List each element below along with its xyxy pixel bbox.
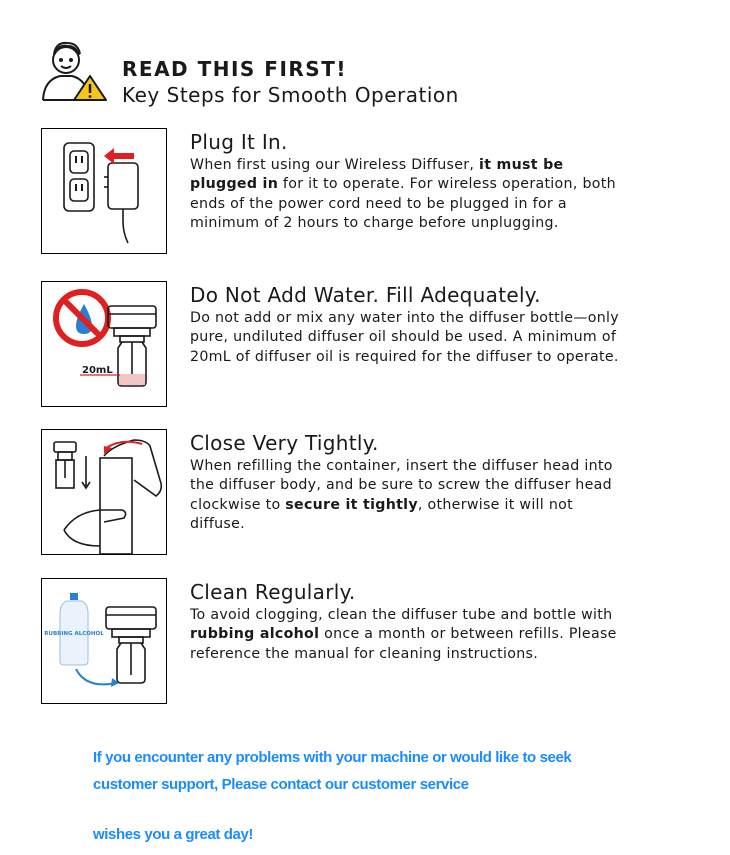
person-warning-icon [40,38,108,102]
step-text [190,283,630,367]
step-body-text: once a month or between refills. Please reference the manual for cleaning instructions. [190,626,617,662]
step-title: Do Not Add Water. Fill Adequately. [190,283,541,307]
step-text [190,580,630,664]
step-body-emphasis: it must be plugged in [190,157,564,193]
footer-greeting: wishes you a great day! [93,826,254,843]
wall-outlet-plug-icon [41,128,167,254]
step-body-text: Do not add or mix any water into the diffuser bottle—only pure, undiluted diffuser oil should be used. A minimum of 20mL of diffuser oil is required for the diffuser to operate. [190,310,619,365]
image-label: 20mL [82,365,113,376]
step-title: Clean Regularly. [190,580,356,604]
step-title: Plug It In. [190,130,288,154]
rubbing-alcohol-clean-icon [41,578,167,704]
step-body-emphasis: secure it tightly [285,496,418,513]
step-body-text: , otherwise it will not diffuse. [190,496,573,533]
step-title: Close Very Tightly. [190,431,379,455]
step-body-emphasis: rubbing alcohol [190,626,320,643]
header [40,38,700,108]
step-body-text: for it to operate. For wireless operation, both ends of the power cord need to be plugged in for a minimum of 2 hours to charge before unplugging. [190,176,616,232]
step-text [190,130,630,234]
step-body-text: When refilling the container, insert the diffuser head into the diffuser body, and be sure to screw the diffuser head clockwise to [190,458,613,513]
step-text [190,431,630,535]
no-water-bottle-icon [41,281,167,407]
footer-support-line-1: If you encounter any problems with your machine or would like to seek [93,749,572,766]
image-label: RUBBING ALCOHOL [44,631,104,637]
footer-support-line-2: customer support, Please contact our customer service [93,776,469,793]
step-body [190,156,630,234]
step-body [190,309,630,367]
header-subtitle: Key Steps for Smooth Operation [122,83,459,107]
step-body-text: To avoid clogging, clean the diffuser tube and bottle with [190,607,613,623]
step-body-text: When first using our Wireless Diffuser, [190,157,480,173]
step-body [190,457,630,535]
screw-head-clockwise-icon [41,429,167,555]
header-title: READ THIS FIRST! [122,57,347,81]
step-body [190,606,630,664]
